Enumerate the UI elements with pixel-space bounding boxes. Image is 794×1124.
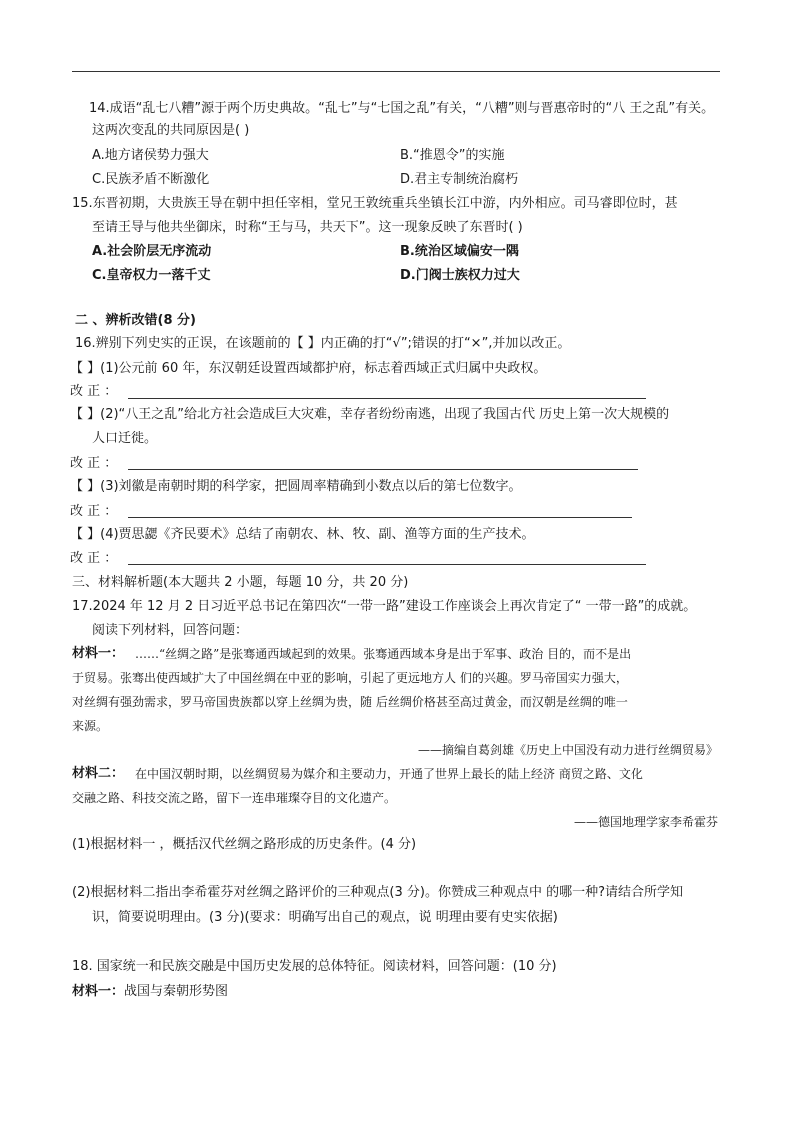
q16-item4-answer-line[interactable] bbox=[128, 564, 646, 565]
q17-material1-line3: 对丝绸有强劲需求，罗马帝国贵族都以穿上丝绸为贵，随 后丝绸价格甚至高过黄金，而汉朝是丝绸的唯一 bbox=[72, 695, 628, 709]
q17-material2-line2: 交融之路、科技交流之路，留下一连串璀璨夺目的文化遗产。 bbox=[72, 791, 397, 805]
q17-material2-line1: 在中国汉朝时期，以丝绸贸易为媒介和主要动力，开通了世界上最长的陆上经济 商贸之路、文化 bbox=[135, 767, 643, 781]
q15-option-c: C.皇帝权力一落千丈 bbox=[92, 268, 211, 283]
q14-option-c: C.民族矛盾不断激化 bbox=[92, 172, 210, 187]
q15-option-d: D.门阀士族权力过大 bbox=[400, 268, 520, 283]
q17-material1-source: ——摘编自葛剑雄《历史上中国没有动力进行丝绸贸易》 bbox=[417, 743, 718, 757]
q14-stem-line2: 这两次变乱的共同原因是( ) bbox=[92, 123, 250, 138]
q17-material1-line2: 于贸易。张骞出使西域扩大了中国丝绸在中亚的影响，引起了更远地方人 们的兴趣。罗马帝国实力强大， bbox=[72, 671, 628, 685]
section3-title: 三、材料解析题(本大题共 2 小题，每题 10 分，共 20 分) bbox=[72, 575, 409, 590]
q17-material2-label: 材料二： bbox=[72, 766, 125, 781]
q17-subquestion2-line1: (2)根据材料二指出李希霍芬对丝绸之路评价的三种观点(3 分)。你赞成三种观点中 的哪一种?请结合所学知 bbox=[72, 885, 683, 900]
q16-item2-line2: 人口迁徙。 bbox=[92, 431, 158, 446]
header-rule bbox=[72, 71, 720, 72]
q18-material1-text: 材料一：战国与秦朝形势图 bbox=[72, 984, 229, 999]
q16-item4-fix-label: 改 正 ： bbox=[70, 551, 118, 566]
q17-stem-line1: 17.2024 年 12 月 2 日习近平总书记在第四次“一带一路”建设工作座谈会上再次肯定了“ 一带一路”的成就。 bbox=[72, 599, 697, 614]
q17-stem-line2: 阅读下列材料，回答问题： bbox=[92, 623, 249, 638]
q16-item1-fix-label: 改 正 ： bbox=[70, 384, 118, 399]
q14-option-d: D.君主专制统治腐朽 bbox=[400, 172, 519, 187]
q14-option-a: A.地方诸侯势力强大 bbox=[92, 148, 209, 163]
q16-item3-fix-label: 改 正 ： bbox=[70, 504, 118, 519]
q17-subquestion2-line2: 识，简要说明理由。(3 分)(要求：明确写出自己的观点，说 明理由要有史实依据) bbox=[92, 910, 558, 925]
q16-item3: 【 】(3)刘徽是南朝时期的科学家，把圆周率精确到小数点以后的第七位数字。 bbox=[70, 479, 522, 494]
q18-material1-label bbox=[72, 983, 228, 1001]
q16-item4: 【 】(4)贾思勰《齐民要术》总结了南朝农、林、牧、副、渔等方面的生产技术。 bbox=[70, 527, 535, 542]
q15-stem-line1: 15.东晋初期，大贵族王导在朝中担任宰相，堂兄王敦统重兵坐镇长江中游，内外相应。司马睿即位时，甚 bbox=[72, 196, 678, 211]
q17-subquestion1: (1)根据材料一 ，概括汉代丝绸之路形成的历史条件。(4 分) bbox=[72, 837, 417, 852]
q17-material1-label: 材料一： bbox=[72, 646, 125, 661]
q14-stem-line1: 14.成语“乱七八糟”源于两个历史典故。“乱七”与“七国之乱”有关，“八糟”则与晋惠帝时的“八 王之乱”有关。 bbox=[89, 101, 715, 116]
q16-item1: 【 】(1)公元前 60 年，东汉朝廷设置西域都护府，标志着西域正式归属中央政权。 bbox=[70, 361, 547, 376]
q17-material2-source: ——德国地理学家李希霍芬 bbox=[573, 815, 718, 829]
q16-item2-line1: 【 】(2)“八王之乱”给北方社会造成巨大灾难，幸存者纷纷南逃，出现了我国古代 历史上第一次大规模的 bbox=[70, 407, 670, 422]
q16-item1-answer-line[interactable] bbox=[128, 398, 646, 399]
q16-item2-answer-line[interactable] bbox=[128, 469, 638, 470]
q16-intro: 16.辨别下列史实的正误，在该题前的【 】内正确的打“√”;错误的打“×”,并加以改正。 bbox=[75, 336, 571, 351]
q15-stem-line2: 至请王导与他共坐御床，时称“王与马，共天下”。这一现象反映了东晋时( ) bbox=[92, 220, 523, 235]
q16-item2-fix-label: 改 正 ： bbox=[70, 456, 118, 471]
q18-stem: 18. 国家统一和民族交融是中国历史发展的总体特征。阅读材料，回答问题：(10 分) bbox=[72, 959, 557, 974]
q15-option-b: B.统治区域偏安一隅 bbox=[400, 244, 519, 259]
section2-title: 二 、辨析改错(8 分) bbox=[75, 313, 196, 328]
q16-item3-answer-line[interactable] bbox=[128, 517, 632, 518]
q17-material1-line1: ……“丝绸之路”是张骞通西域起到的效果。张骞通西域本身是出于军事、政治 目的，而不是出 bbox=[135, 647, 632, 661]
q17-material1-line4: 来源。 bbox=[72, 719, 109, 733]
q14-option-b: B.“推恩令”的实施 bbox=[400, 148, 505, 163]
q15-option-a: A.社会阶层无序流动 bbox=[92, 244, 212, 259]
